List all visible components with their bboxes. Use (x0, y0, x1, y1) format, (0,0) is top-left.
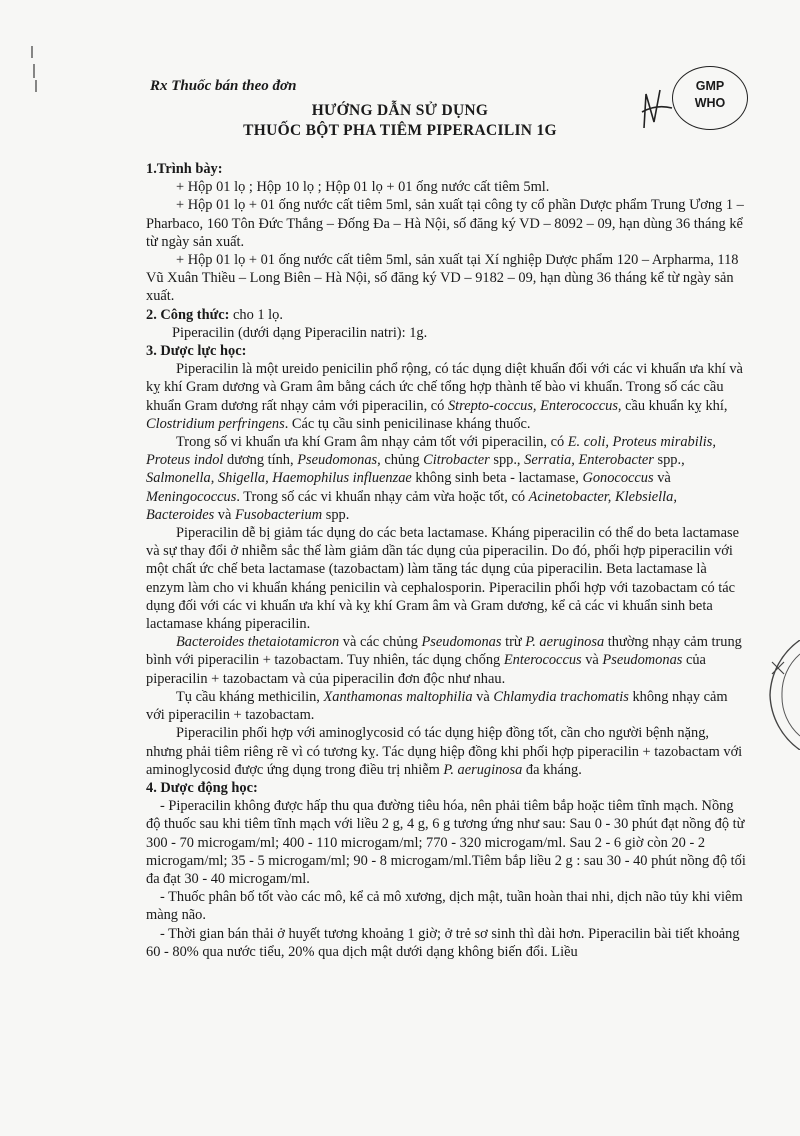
section-heading: 3. Dược lực học: (146, 343, 247, 360)
seal-edge-icon (740, 640, 800, 750)
margin-mark-icon (28, 44, 48, 104)
list-item: + Hộp 01 lọ + 01 ống nước cất tiêm 5ml, sản xuất tại công ty cổ phần Dược phẩm Trung Ương 1 – Pharbaco, 160 Tôn Đức Thắng – Đống Đa – Hà Nội, số đăng ký VD – 8092 – 09, hạn dùng 36 tháng kể từ ngày sản xuất. (146, 197, 744, 250)
paragraph: Tụ cầu kháng methicilin, Xanthamonas maltophilia và Chlamydia trachomatis không nhạy cảm với piperacilin + tazobactam. (146, 688, 728, 724)
section-heading: 1.Trình bày: (146, 161, 223, 177)
gmp-who-stamp: GMP WHO (672, 66, 748, 130)
paragraph: Piperacilin phối hợp với aminoglycosid có tác dụng hiệp đồng tốt, cần cho người bệnh nặng, nhưng phải tiêm riêng rẽ vì có tương kỵ. Tác dụng hiệp đồng khi phối hợp piperacilin + tazobactam với aminoglycosid được ứng dụng trong điều trị nhiễm P. aeruginosa đa kháng. (146, 725, 743, 778)
paragraph: Piperacilin (dưới dạng Piperacilin natri): 1g. (172, 324, 428, 341)
paragraph: Piperacilin dễ bị giảm tác dụng do các beta lactamase. Kháng piperacilin có thể do beta lactamase và sự thay đổi ở nhiễm sắc thể làm giảm dần tác dụng của piperacilin. Do đó, phối hợp piperacilin với một chất ức chế beta lactamase (tazobactam) làm tăng tác dụng của piperacilin. Beta lactamase là enzym làm cho vi khuẩn kháng penicilin và cephalosporin. Piperacilin phối hợp với tazobactam có tác dụng đối với các vi khuẩn ưa khí và kỵ khí Gram âm và Gram dương, kể cả các vi khuẩn sinh beta lactamase kháng piperacilin. (146, 525, 739, 633)
signature-icon (640, 84, 676, 134)
paragraph: Piperacilin là một ureido penicilin phổ rộng, có tác dụng diệt khuẩn đối với các vi khuẩn ưa khí và kỵ khí Gram dương và Gram âm bằng cách ức chế tổng hợp thành tế bào vi khuẩn. Trong số các cầu khuẩn Gram dương rất nhạy cảm với piperacilin, có Strepto-coccus, Enterococcus, cầu khuẩn kỵ khí, Clostridium perfringens. Các tụ cầu sinh penicilinase kháng thuốc. (146, 361, 743, 432)
rx-label: Rx Thuốc bán theo đơn (150, 78, 297, 94)
section-heading: 2. Công thức: (146, 306, 230, 323)
document-body (146, 160, 746, 961)
list-item: + Hộp 01 lọ ; Hộp 10 lọ ; Hộp 01 lọ + 01 ống nước cất tiêm 5ml. (176, 179, 550, 196)
list-item: - Thuốc phân bố tốt vào các mô, kể cả mô xương, dịch mật, tuần hoàn thai nhi, dịch não tủy khi viêm màng não. (146, 889, 743, 924)
list-item: - Piperacilin không được hấp thu qua đường tiêu hóa, nên phải tiêm bắp hoặc tiêm tĩnh mạch. Nồng độ thuốc sau khi tiêm tĩnh mạch với liều 2 g, 4 g, 6 g tương ứng như sau: Sau 0 - 30 phút đạt nồng độ từ 300 - 70 microgam/ml; 400 - 110 microgam/ml; 770 - 320 microgam/ml. Sau 2 - 6 giờ còn 20 - 2 microgam/ml; 35 - 5 microgam/ml; 90 - 8 microgam/ml.Tiêm bắp liều 2 g : sau 30 - 40 phút nồng độ tối đa đạt 30 - 40 microgam/ml. (146, 798, 746, 887)
paragraph: Trong số vi khuẩn ưa khí Gram âm nhạy cảm tốt với piperacilin, có E. coli, Proteus mirabilis, Proteus indol dương tính, Pseudomonas, chủng Citrobacter spp., Serratia, Enterobacter spp., Salmonella, Shigella, Haemophilus influenzae không sinh beta - lactamase, Gonococcus và Meningococcus. Trong số các vi khuẩn nhạy cảm vừa hoặc tốt, có Acinetobacter, Klebsiella, Bacteroides và Fusobacterium spp. (146, 434, 716, 523)
list-item: - Thời gian bán thải ở huyết tương khoảng 1 giờ; ở trẻ sơ sinh thì dài hơn. Piperacilin bài tiết khoảng 60 - 80% qua nước tiểu, 20% qua dịch mật dưới dạng không biến đổi. Liều (146, 925, 740, 960)
section-2: 2. Công thức: cho 1 lọ. (146, 306, 283, 323)
document-subtitle: THUỐC BỘT PHA TIÊM PIPERACILIN 1G (243, 122, 557, 139)
list-item: + Hộp 01 lọ + 01 ống nước cất tiêm 5ml, sản xuất tại Xí nghiệp Dược phẩm 120 – Arpharma, 118 Vũ Xuân Thiều – Long Biên – Hà Nội, số đăng ký VD – 9182 – 09, hạn dùng 36 tháng kể từ ngày sản xuất. (146, 252, 739, 305)
paragraph: Bacteroides thetaiotamicron và các chủng Pseudomonas trừ P. aeruginosa thường nhạy cảm trung bình với piperacilin + tazobactam. Tuy nhiên, tác dụng chống Enterococcus và Pseudomonas của piperacilin + tazobactam và của piperacilin đơn độc như nhau. (146, 634, 742, 687)
section-heading: 4. Dược động học: (146, 779, 258, 796)
document-title: HƯỚNG DẪN SỬ DỤNG (311, 102, 489, 119)
